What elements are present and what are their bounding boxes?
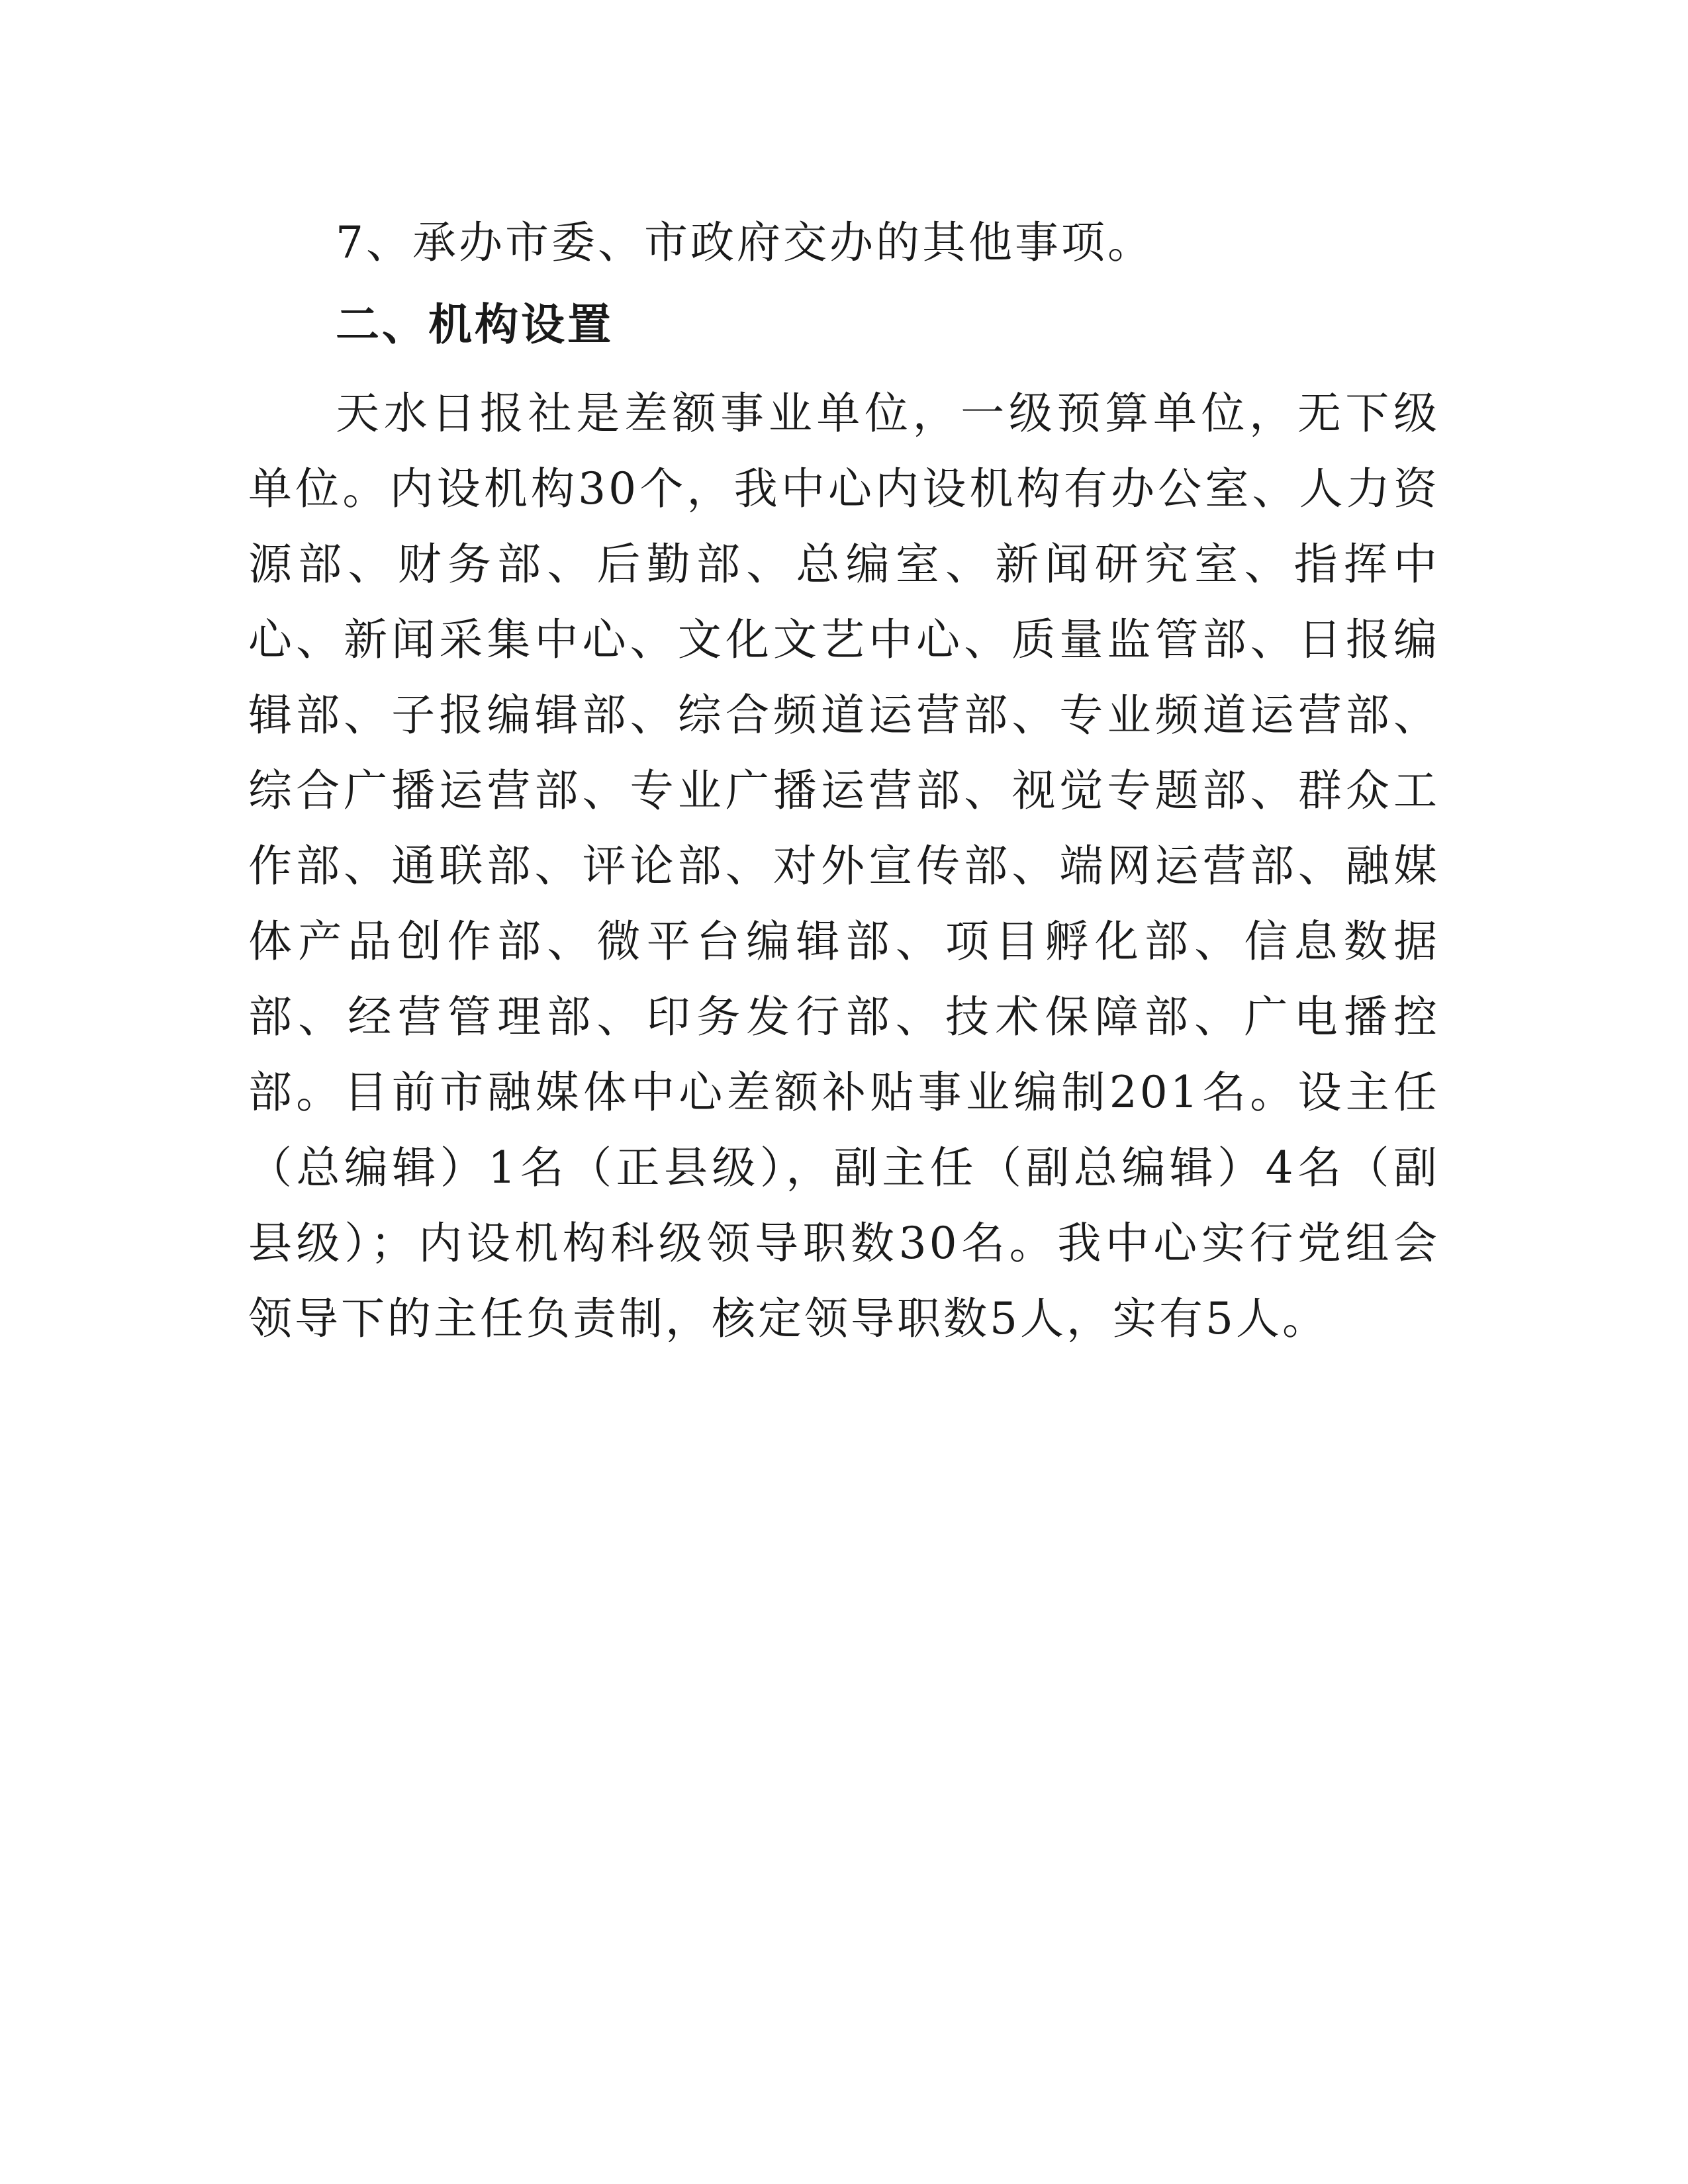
list-item-7: 7、承办市委、市政府交办的其他事项。 bbox=[336, 217, 1154, 268]
document-body bbox=[248, 205, 1440, 1357]
organization-paragraph: 天水日报社是差额事业单位，一级预算单位，无下级单位。内设机构30个，我中心内设机构有办公室、人力资源部、财务部、后勤部、总编室、新闻研究室、指挥中心、新闻采集中心、文化文艺中心、质量监管部、日报编辑部、子报编辑部、综合频道运营部、专业频道运营部、综合广播运营部、专业广播运营部、视觉专题部、群众工作部、通联部、评论部、对外宣传部、端网运营部、融媒体产品创作部、微平台编辑部、项目孵化部、信息数据部、经营管理部、印务发行部、技术保障部、广电播控部。目前市融媒体中心差额补贴事业编制201名。设主任（总编辑）1名（正县级），副主任（副总编辑）4名（副县级）；内设机构科级领导职数30名。我中心实行党组会领导下的主任负责制，核定领导职数5人，实有5人。 bbox=[248, 388, 1440, 1344]
section-heading-organization: 二、机构设置 bbox=[336, 299, 614, 350]
